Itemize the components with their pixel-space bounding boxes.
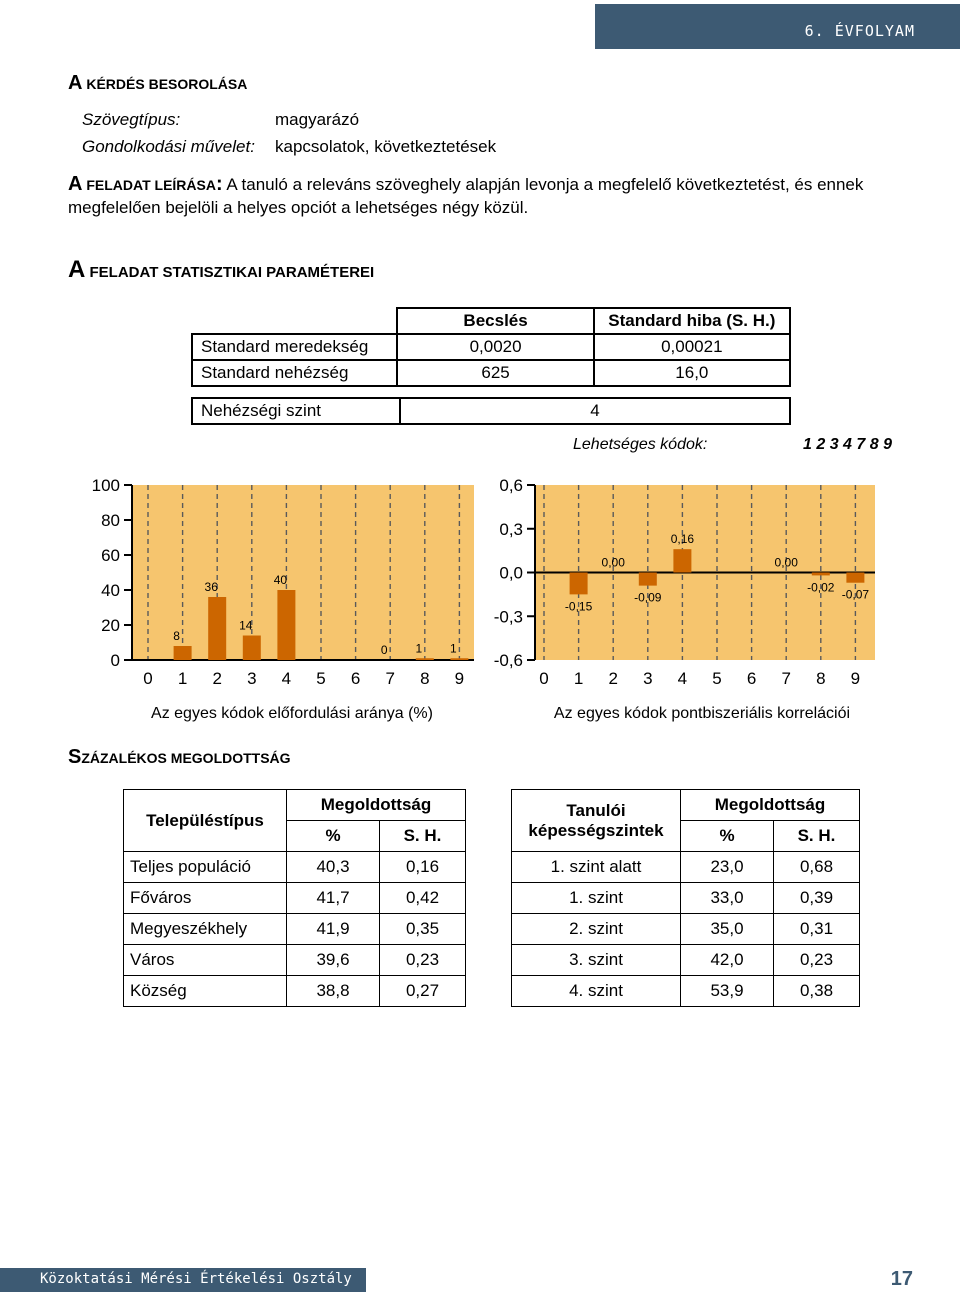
data-label-9: -0,07 <box>841 587 870 602</box>
settlement-table: Településtípus Megoldottság % S. H. Teljes populáció 40,3 0,16 Főváros 41,7 0,42 Megyeszékhely 41,9 0,35 Város 39,6 0,23 Község 38,8 0,27 <box>123 789 466 1007</box>
data-label-4: 40 <box>273 573 288 587</box>
footer-org: Közoktatási Mérési Értékelési Osztály <box>40 1271 352 1287</box>
grade-label: 6. ÉVFOLYAM <box>804 22 915 40</box>
bar-9 <box>450 658 468 660</box>
x-tick-label: 3 <box>643 669 653 688</box>
x-tick-label: 0 <box>143 669 153 688</box>
table-row: Főváros 41,7 0,42 <box>124 883 466 914</box>
data-label-9: 1 <box>450 641 457 656</box>
x-tick-label: 9 <box>454 669 465 688</box>
y-tick-label: 0,6 <box>499 476 523 495</box>
bar-3 <box>243 636 261 661</box>
x-tick-label: 7 <box>781 669 791 688</box>
y-tick-label: 40 <box>101 581 120 600</box>
chart-title: Az egyes kódok pontbiszeriális korrelációi <box>553 705 851 722</box>
plot-area <box>132 485 474 660</box>
ability-level-table: Tanulói képességszintek Megoldottság % S. H. 1. szint alatt 23,0 0,68 1. szint 33,0 0,39 2. szint 35,0 0,31 3. szint 42,0 0,23 4. szint 53,9 0,38 <box>511 789 860 1007</box>
x-tick-label: 8 <box>420 669 430 688</box>
bar-1 <box>570 573 588 595</box>
table-row: Standard meredekség 0,0020 0,00021 <box>192 334 790 360</box>
y-tick-label: 20 <box>101 616 120 635</box>
difficulty-table <box>191 397 791 425</box>
x-tick-label: 1 <box>573 669 584 688</box>
difficulty-label: Nehézségi szint <box>192 398 400 424</box>
bar-8 <box>416 658 434 660</box>
data-label-2: 0,00 <box>601 555 625 570</box>
operation-value: kapcsolatok, következtetések <box>275 137 497 156</box>
col-estimate: Becslés <box>397 308 593 334</box>
operation-label: Gondolkodási művelet: <box>82 137 255 156</box>
x-tick-label: 5 <box>316 669 326 688</box>
classification-heading: A KÉRDÉS BESOROLÁSA <box>68 72 248 94</box>
x-tick-label: 6 <box>350 669 361 688</box>
data-label-8: 1 <box>415 641 423 656</box>
page-number: 17 <box>890 1268 913 1290</box>
x-tick-label: 0 <box>539 669 549 688</box>
statistics-heading: A FELADAT STATISZTIKAI PARAMÉTEREI <box>68 256 375 283</box>
table-row: Standard nehézség 625 16,0 <box>192 360 790 386</box>
y-tick-label: 0,3 <box>499 519 523 539</box>
data-label-7: 0 <box>380 643 388 657</box>
bar-9 <box>846 573 864 583</box>
x-tick-label: 8 <box>816 669 826 688</box>
code-frequency-chart <box>70 465 480 730</box>
x-tick-label: 1 <box>177 669 188 688</box>
table-row: Teljes populáció 40,3 0,16 <box>124 852 466 883</box>
text-type-value: magyarázó <box>275 110 360 129</box>
data-label-3: -0,09 <box>634 590 662 605</box>
data-label-2: 36 <box>204 580 218 594</box>
possible-codes-label: Lehetséges kódok: <box>573 436 708 453</box>
task-description-line2: megfelelően bejelöli a helyes opciót a lehetséges négy közül. <box>68 198 529 217</box>
task-description: A FELADAT LEÍRÁSA: A tanuló a releváns szöveghely alapján levonja a megfelelő következtetést, és ennek <box>68 173 864 195</box>
bar-8 <box>812 573 830 576</box>
bar-2 <box>208 597 226 660</box>
data-label-7: 0,00 <box>774 555 798 570</box>
point-biserial-chart <box>480 465 900 730</box>
success-heading: SZÁZALÉKOS MEGOLDOTTSÁG <box>68 746 291 768</box>
possible-codes: 1 2 3 4 7 8 9 <box>803 436 892 453</box>
table-row: 4. szint 53,9 0,38 <box>512 976 860 1007</box>
table-row: 3. szint 42,0 0,23 <box>512 945 860 976</box>
y-tick-label: 0 <box>110 651 120 670</box>
x-tick-label: 4 <box>281 669 292 688</box>
x-tick-label: 9 <box>850 669 861 688</box>
y-tick-label: -0,3 <box>493 607 523 627</box>
table-row: Megyeszékhely 41,9 0,35 <box>124 914 466 945</box>
x-tick-label: 5 <box>712 669 722 688</box>
y-tick-label: 100 <box>91 476 120 495</box>
y-tick-label: -0,6 <box>493 651 523 670</box>
x-tick-label: 6 <box>746 669 757 688</box>
data-label-3: 14 <box>239 618 253 633</box>
bar-4 <box>673 549 691 572</box>
col-se: Standard hiba (S. H.) <box>594 308 790 334</box>
y-tick-label: 0,0 <box>499 563 523 583</box>
chart-title: Az egyes kódok előfordulási aránya (%) <box>151 705 433 722</box>
table-row: 1. szint alatt 23,0 0,68 <box>512 852 860 883</box>
parameters-table <box>191 307 791 387</box>
x-tick-label: 2 <box>608 669 618 688</box>
table-row: 2. szint 35,0 0,31 <box>512 914 860 945</box>
x-tick-label: 2 <box>212 669 222 688</box>
bar-4 <box>277 590 295 660</box>
y-tick-label: 60 <box>101 546 120 565</box>
data-label-1: 8 <box>173 629 180 643</box>
x-tick-label: 3 <box>247 669 257 688</box>
x-tick-label: 4 <box>677 669 688 688</box>
table-row: Város 39,6 0,23 <box>124 945 466 976</box>
table-row: Község 38,8 0,27 <box>124 976 466 1007</box>
table-row: 1. szint 33,0 0,39 <box>512 883 860 914</box>
y-tick-label: 80 <box>101 511 120 530</box>
difficulty-value: 4 <box>400 398 790 424</box>
text-type-label: Szövegtípus: <box>82 110 181 129</box>
data-label-1: -0,15 <box>564 599 593 614</box>
data-label-4: 0,16 <box>670 532 695 547</box>
bar-3 <box>639 573 657 586</box>
bar-1 <box>174 646 192 660</box>
data-label-8: -0,02 <box>807 580 835 595</box>
x-tick-label: 7 <box>385 669 395 688</box>
